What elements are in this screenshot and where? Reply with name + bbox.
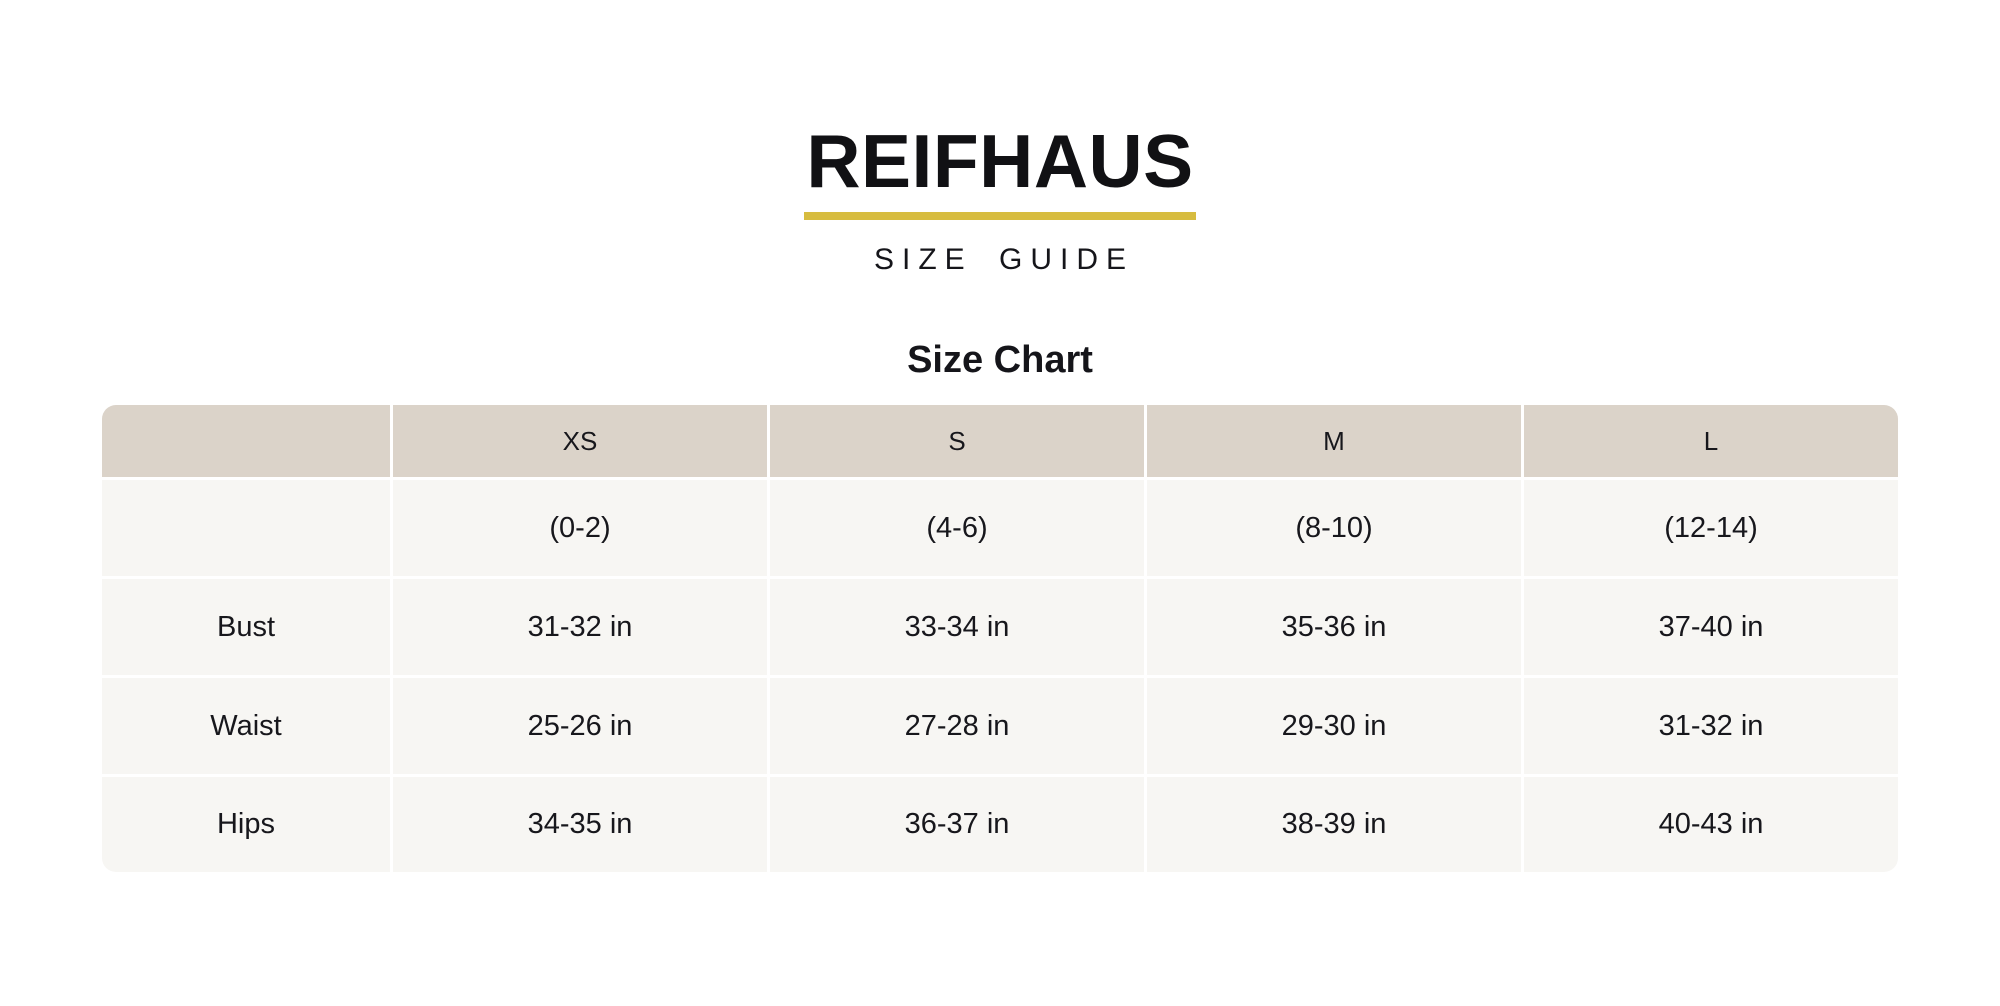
size-range-empty-cell	[102, 480, 390, 576]
column-header-empty	[102, 405, 390, 477]
size-range-cell-m: (8-10)	[1147, 480, 1521, 576]
row-label-bust: Bust	[102, 579, 390, 675]
size-value-cell-hips-s: 36-37 in	[770, 777, 1144, 872]
size-range-cell-s: (4-6)	[770, 480, 1144, 576]
page-title: Size Chart	[907, 339, 1093, 381]
column-header-l: L	[1524, 405, 1898, 477]
column-header-xs: XS	[393, 405, 767, 477]
size-value-cell-hips-l: 40-43 in	[1524, 777, 1898, 872]
size-value-cell-hips-m: 38-39 in	[1147, 777, 1521, 872]
column-header-s: S	[770, 405, 1144, 477]
size-value-cell-bust-xs: 31-32 in	[393, 579, 767, 675]
row-label-hips: Hips	[102, 777, 390, 872]
brand-subtitle: SIZE GUIDE	[873, 243, 1135, 276]
size-range-cell-l: (12-14)	[1524, 480, 1898, 576]
size-value-cell-bust-l: 37-40 in	[1524, 579, 1898, 675]
size-value-cell-waist-xs: 25-26 in	[393, 678, 767, 774]
column-header-m: M	[1147, 405, 1521, 477]
brand-logo: REIFHAUS	[806, 119, 1194, 203]
size-value-cell-bust-s: 33-34 in	[770, 579, 1144, 675]
size-value-cell-hips-xs: 34-35 in	[393, 777, 767, 872]
size-value-cell-bust-m: 35-36 in	[1147, 579, 1521, 675]
size-value-cell-waist-m: 29-30 in	[1147, 678, 1521, 774]
size-range-cell-xs: (0-2)	[393, 480, 767, 576]
size-value-cell-waist-s: 27-28 in	[770, 678, 1144, 774]
size-chart-table	[102, 405, 1898, 872]
brand-underline-divider	[804, 212, 1196, 220]
row-label-waist: Waist	[102, 678, 390, 774]
size-value-cell-waist-l: 31-32 in	[1524, 678, 1898, 774]
